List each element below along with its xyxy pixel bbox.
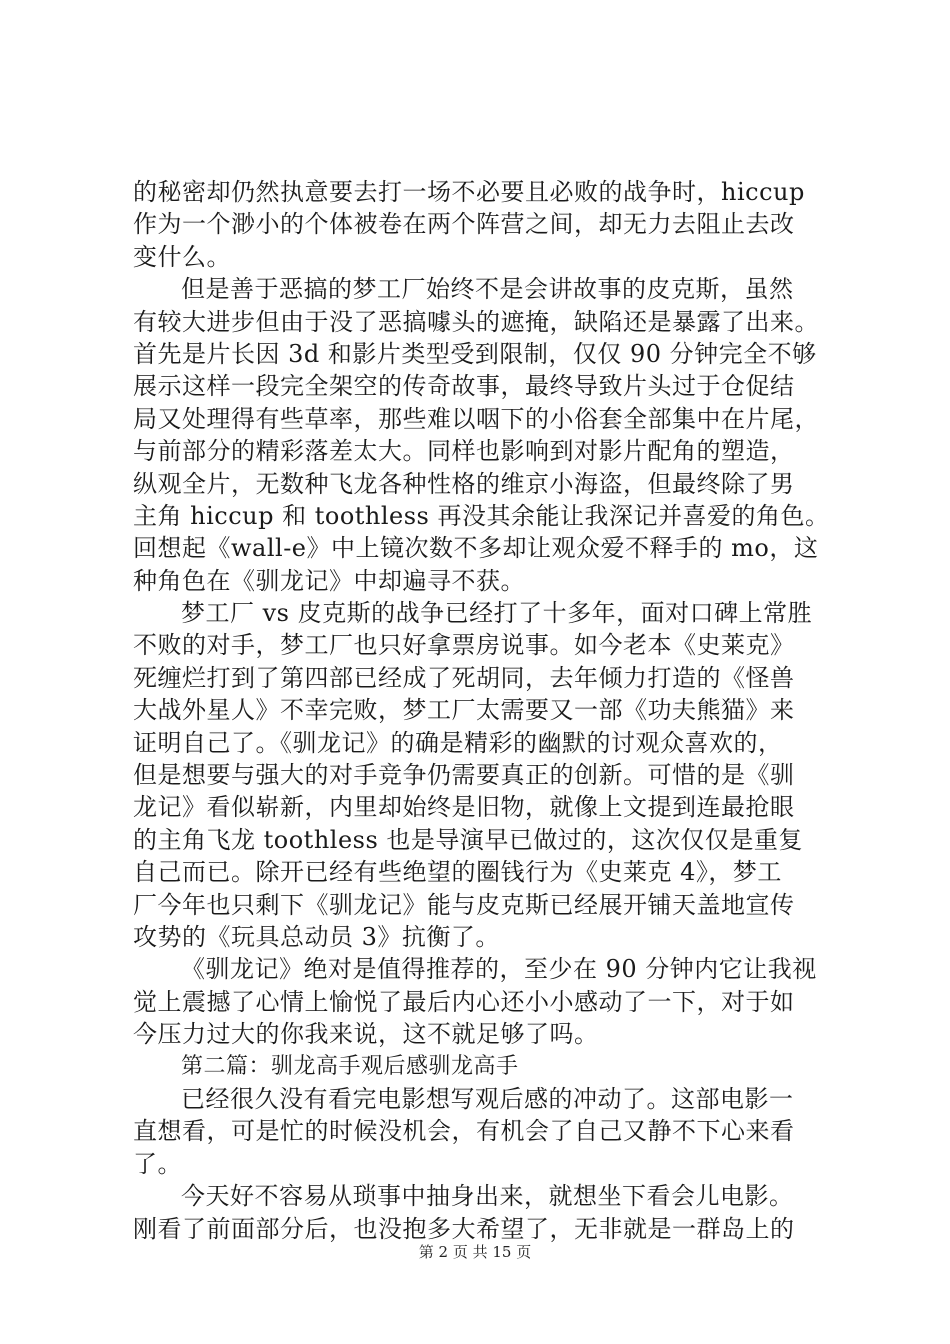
text-line: 攻势的《玩具总动员 3》抗衡了。: [133, 922, 500, 951]
text-line: 觉上震撼了心情上愉悦了最后内心还小小感动了一下，对于如: [133, 987, 795, 1016]
text-line: 刚看了前面部分后，也没抱多大希望了，无非就是一群岛上的: [133, 1214, 795, 1243]
text-line: 与前部分的精彩落差太大。同样也影响到对影片配角的塑造，: [133, 437, 795, 466]
text-line: 的秘密却仍然执意要去打一场不必要且必败的战争时，hiccup: [133, 178, 805, 206]
text-line: 今压力过大的你我来说，这不就足够了吗。: [133, 1020, 599, 1049]
text-line: 了。: [133, 1149, 182, 1178]
text-line: 厂今年也只剩下《驯龙记》能与皮克斯已经展开铺天盖地宣传: [133, 890, 795, 919]
text-line: 但是善于恶搞的梦工厂始终不是会讲故事的皮克斯，虽然: [181, 275, 794, 304]
document-body: [133, 176, 833, 1245]
text-line: 首先是片长因 3d 和影片类型受到限制，仅仅 90 分钟完全不够: [133, 339, 817, 368]
page-number-footer: 第 2 页 共 15 页: [418, 1243, 532, 1261]
text-line: 局又处理得有些草率，那些难以咽下的小俗套全部集中在片尾，: [133, 404, 819, 433]
text-line: 《驯龙记》绝对是值得推荐的，至少在 90 分钟内它让我视: [181, 955, 817, 984]
text-line: 梦工厂 vs 皮克斯的战争已经打了十多年，面对口碑上常胜: [181, 599, 813, 628]
text-line: 纵观全片，无数种飞龙各种性格的维京小海盗，但最终除了男: [133, 469, 795, 498]
text-line: 直想看，可是忙的时候没机会，有机会了自己又静不下心来看: [133, 1117, 795, 1146]
text-line: 展示这样一段完全架空的传奇故事，最终导致片头过于仓促结: [133, 372, 795, 401]
text-line: 作为一个渺小的个体被卷在两个阵营之间，却无力去阻止去改: [133, 210, 795, 239]
text-line: 但是想要与强大的对手竞争仍需要真正的创新。可惜的是《驯: [133, 761, 795, 790]
text-line: 变什么。: [133, 242, 231, 271]
text-line: 的主角飞龙 toothless 也是导演早已做过的，这次仅仅是重复: [133, 825, 803, 854]
text-line: 有较大进步但由于没了恶搞噱头的遮掩，缺陷还是暴露了出来。: [133, 307, 819, 336]
text-line: 证明自己了。《驯龙记》的确是精彩的幽默的讨观众喜欢的，: [133, 728, 783, 757]
text-line: 已经很久没有看完电影想写观后感的冲动了。这部电影一: [181, 1084, 794, 1113]
text-line: 回想起《wall-e》中上镜次数不多却让观众爱不释手的 mo，这: [133, 534, 819, 563]
section-heading: 第二篇：驯龙高手观后感驯龙高手: [181, 1053, 519, 1079]
text-line: 死缠烂打到了第四部已经成了死胡同，去年倾力打造的《怪兽: [133, 663, 795, 692]
text-line: 自己而已。除开已经有些绝望的圈钱行为《史莱克 4》，梦工: [133, 858, 782, 887]
text-line: 大战外星人》不幸完败，梦工厂太需要又一部《功夫熊猫》来: [133, 696, 795, 725]
text-line: 龙记》看似崭新，内里却始终是旧物，就像上文提到连最抢眼: [133, 793, 795, 822]
text-line: 主角 hiccup 和 toothless 再没其余能让我深记并喜爱的角色。: [133, 501, 830, 530]
text-line: 种角色在《驯龙记》中却遍寻不获。: [133, 566, 525, 595]
text-line: 不败的对手，梦工厂也只好拿票房说事。如今老本《史莱克》: [133, 631, 795, 660]
text-line: 今天好不容易从琐事中抽身出来，就想坐下看会儿电影。: [181, 1182, 794, 1211]
